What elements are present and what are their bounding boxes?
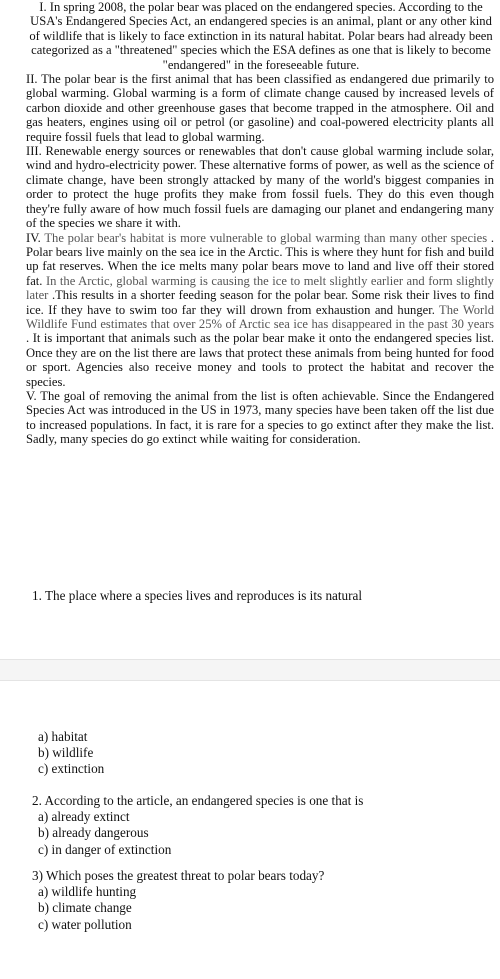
question-1-option-b[interactable]: b) wildlife bbox=[38, 745, 94, 761]
question-1-options bbox=[38, 729, 104, 778]
question-3-option-b[interactable]: b) climate change bbox=[38, 900, 132, 916]
question-2-option-c[interactable]: c) in danger of extinction bbox=[38, 841, 172, 857]
question-1-option-a[interactable]: a) habitat bbox=[38, 729, 88, 744]
paragraph-4-highlight-a: The polar bear's habitat is more vulnerable to global warming than many other species bbox=[44, 230, 488, 245]
question-2-option-b[interactable]: b) already dangerous bbox=[38, 825, 149, 841]
question-2-text: 2. According to the article, an endangered species is one that is bbox=[32, 793, 364, 808]
paragraph-4-text-d: .This results in a shorter feeding season for the polar bear. Some risk their lives to find ice. If they have to swim too far they will drown from exhaustion and hunger. bbox=[26, 288, 494, 317]
paragraph-4-prefix: IV. bbox=[26, 230, 45, 245]
question-3-text: 3) Which poses the greatest threat to polar bears today? bbox=[32, 868, 325, 883]
question-2-option-a[interactable]: a) already extinct bbox=[38, 809, 130, 825]
paragraph-5: V. The goal of removing the animal from the list is often achievable. Since the Endangered Species Act was introduced in the US in 1973, many species have been taken off the list due to increased populations. In fact, it is rare for a species to go extinct after they make the list. Sadly, many species do go extinct while waiting for consideration. bbox=[26, 388, 494, 447]
paragraph-4-highlight-c: In the Arctic, global warming is causing the ice to melt slightly earlier and form slightly later bbox=[26, 273, 494, 303]
paragraph-4-highlight-e: The World Wildlife Fund estimates that over 25% of Arctic sea ice has disappeared in the past 30 years bbox=[26, 302, 494, 331]
question-3 bbox=[32, 868, 324, 933]
paragraph-1: I. In spring 2008, the polar bear was placed on the endangered species. According to the USA's Endangered Species Act, an endangered species is an animal, plant or any other kind of wildlife that is likely to face extinction in its natural habitat. Polar bears had already been categorized as a "threatened" species which the ESA defines as one that is likely to become "endangered" in the foreseeable future. bbox=[29, 0, 493, 72]
paragraph-4-text-b: . Polar bears live mainly on the sea ice in the Arctic. This is where they hunt for fish and build up fat reserves. When the ice melts many polar bears move to land and live off their stored fat. bbox=[26, 230, 494, 288]
paragraph-3: III. Renewable energy sources or renewables that don't cause global warming include solar, wind and hydro-electricity power. These alternative forms of power, as well as the science of climate change, have been strongly attacked by many of the world's biggest companies in order to protect the huge profits they make from fossil fuels. They do this even though they're fully aware of how much fossil fuels are damaging our planet and endangering many of the species we share it with. bbox=[26, 144, 494, 231]
question-2 bbox=[32, 793, 363, 858]
paragraph-4-text-f: . It is important that animals such as the polar bear make it onto the endangered species list. Once they are on the list there are laws that protect these animals from being hunted for food or sport. Agencies also receive money and tools to protect the habitat and recover the species. bbox=[26, 331, 494, 389]
paragraph-2: II. The polar bear is the first animal that has been classified as endangered due primarily to global warming. Global warming is a form of climate change caused by increased levels of carbon dioxide and other greenhouse gases that become trapped in the atmosphere. Oil and gas heaters, engines using oil or petrol (or gasoline) and coal-powered electricity plants all require fossil fuels that lead to global warming. bbox=[26, 72, 494, 144]
paragraph-4 bbox=[26, 231, 494, 389]
question-1-option-c[interactable]: c) extinction bbox=[38, 761, 105, 777]
question-1-text: 1. The place where a species lives and reproduces is its natural bbox=[32, 588, 363, 603]
article-text bbox=[26, 0, 494, 560]
question-3-option-c[interactable]: c) water pollution bbox=[38, 916, 132, 932]
section-divider bbox=[0, 659, 500, 681]
question-3-option-a[interactable]: a) wildlife hunting bbox=[38, 884, 137, 900]
